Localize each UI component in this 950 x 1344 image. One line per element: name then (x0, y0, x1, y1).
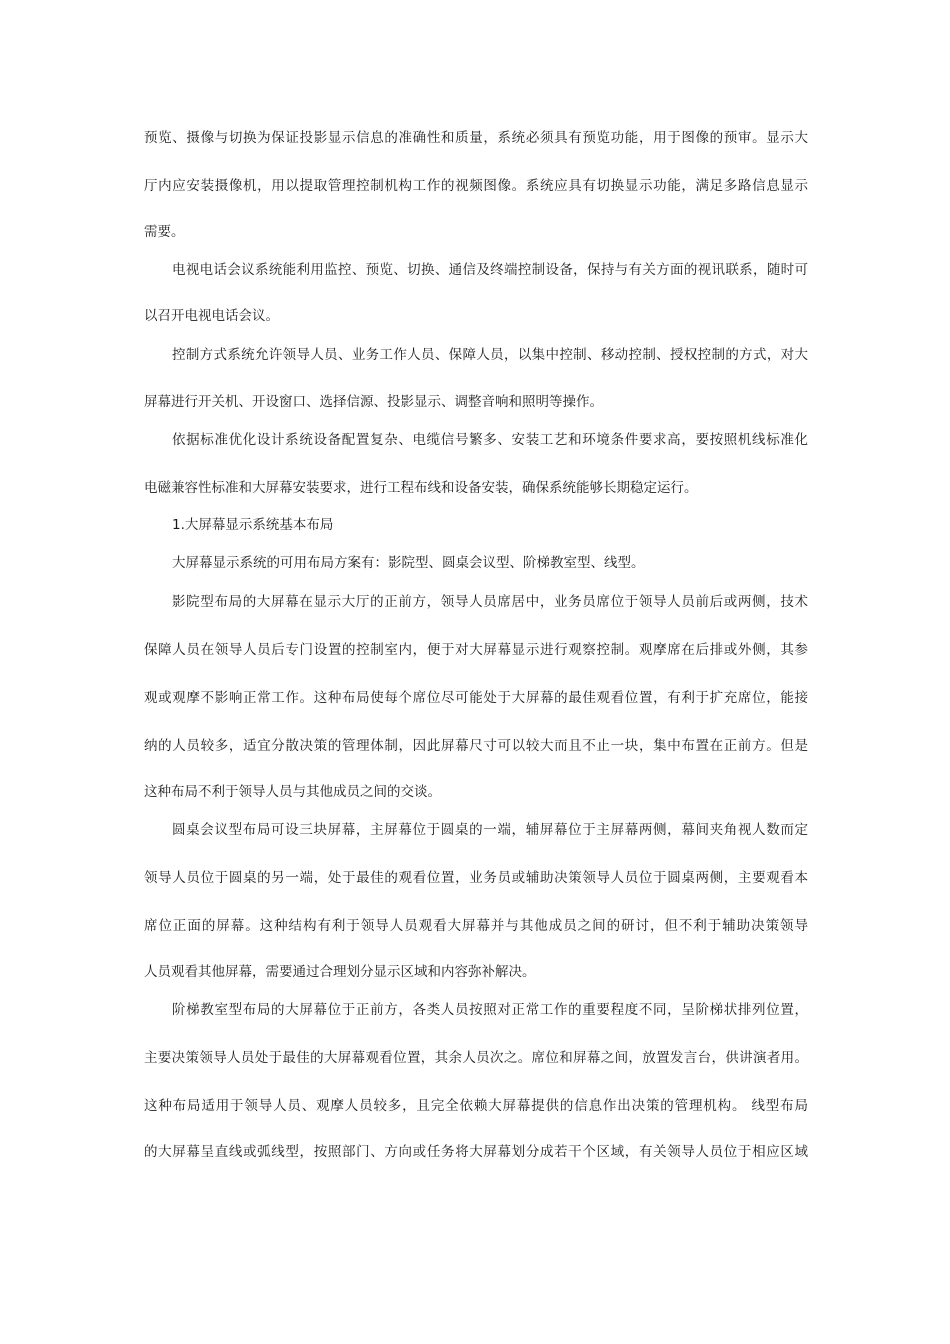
text-line: 这种布局不利于领导人员与其他成员之间的交谈。 (144, 784, 441, 800)
text-line: 保障人员在领导人员后专门设置的控制室内，便于对大屏幕显示进行观察控制。观摩席在后排或外侧，其参 (144, 642, 808, 658)
text-line: 观或观摩不影响正常工作。这种布局使每个席位尽可能处于大屏幕的最佳观看位置，有利于扩充席位，能接 (144, 690, 808, 706)
text-line: 领导人员位于圆桌的另一端，处于最佳的观看位置，业务员或辅助决策领导人员位于圆桌两侧，主要观看本 (144, 870, 808, 886)
text-line: 电视电话会议系统能利用监控、预览、切换、通信及终端控制设备，保持与有关方面的视讯联系，随时可 (172, 262, 808, 278)
text-line: 影院型布局的大屏幕在显示大厅的正前方，领导人员席居中，业务员席位于领导人员前后或两侧，技术 (172, 594, 808, 610)
text-line: 需要。 (144, 224, 185, 240)
text-line: 阶梯教室型布局的大屏幕位于正前方，各类人员按照对正常工作的重要程度不同，呈阶梯状排列位置， (172, 1002, 808, 1018)
text-line: 以召开电视电话会议。 (144, 308, 279, 324)
text-line: 预览、摄像与切换为保证投影显示信息的准确性和质量，系统必须具有预览功能，用于图像的预审。显示大 (144, 130, 808, 146)
text-line: 大屏幕显示系统的可用布局方案有：影院型、圆桌会议型、阶梯教室型、线型。 (172, 555, 645, 571)
text-line: 人员观看其他屏幕，需要通过合理划分显示区域和内容弥补解决。 (144, 964, 536, 980)
text-line: 圆桌会议型布局可设三块屏幕，主屏幕位于圆桌的一端，辅屏幕位于主屏幕两侧，幕间夹角视人数而定 (172, 822, 808, 838)
text-line: 的大屏幕呈直线或弧线型，按照部门、方向或任务将大屏幕划分成若干个区域，有关领导人员位于相应区域 (144, 1144, 808, 1160)
text-line: 电磁兼容性标准和大屏幕安装要求，进行工程布线和设备安装，确保系统能够长期稳定运行。 (144, 480, 698, 496)
text-line: 主要决策领导人员处于最佳的大屏幕观看位置，其余人员次之。席位和屏幕之间，放置发言台，供讲演者用。 (144, 1050, 808, 1066)
text-line: 这种布局适用于领导人员、观摩人员较多，且完全依赖大屏幕提供的信息作出决策的管理机构。 线型布局 (144, 1098, 808, 1114)
text-line: 屏幕进行开关机、开设窗口、选择信源、投影显示、调整音响和照明等操作。 (144, 394, 603, 410)
text-line: 席位正面的屏幕。这种结构有利于领导人员观看大屏幕并与其他成员之间的研讨，但不利于辅助决策领导 (144, 918, 808, 934)
section-heading: 1.大屏幕显示系统基本布局 (172, 517, 334, 533)
text-line: 依据标准优化设计系统设备配置复杂、电缆信号繁多、安装工艺和环境条件要求高，要按照机线标准化 (172, 432, 808, 448)
text-line: 控制方式系统允许领导人员、业务工作人员、保障人员，以集中控制、移动控制、授权控制的方式，对大 (172, 347, 808, 363)
text-line: 厅内应安装摄像机，用以提取管理控制机构工作的视频图像。系统应具有切换显示功能，满足多路信息显示 (144, 178, 808, 194)
text-line: 纳的人员较多，适宜分散决策的管理体制，因此屏幕尺寸可以较大而且不止一块，集中布置在正前方。但是 (144, 738, 808, 754)
